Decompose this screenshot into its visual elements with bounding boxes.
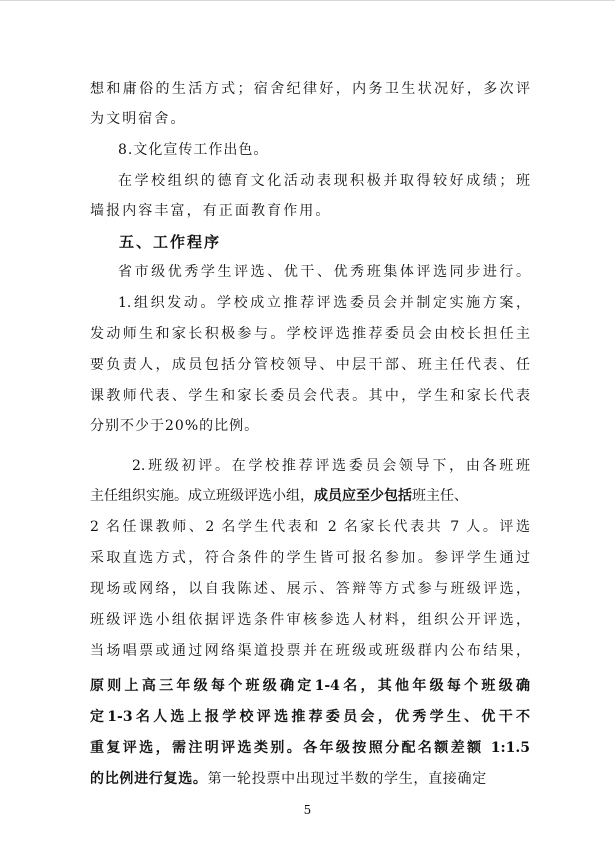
- text-line: 发动师生和家长积极参与。学校评选推荐委员会由校长担任主: [90, 326, 530, 342]
- text-line: [90, 487, 530, 505]
- text-line: 为文明宿舍。: [90, 111, 187, 127]
- text-line: 课教师代表、学生和家长委员会代表。其中，学生和家长代表: [90, 388, 530, 404]
- text-line: 省市级优秀学生评选、优干、优秀班集体评选同步进行。: [118, 264, 530, 280]
- text-line: 班级评选小组依据评选条件审核参选人材料，组织公开评选，: [90, 612, 530, 628]
- text-line: 8.文化宣传工作出色。: [118, 142, 269, 158]
- page-number: 5: [303, 803, 312, 817]
- text-line: 2.班级初评。在学校推荐评选委员会领导下，由各班班: [132, 458, 530, 474]
- section-heading: 五、工作程序: [119, 233, 222, 251]
- bold-text: 的比例进行复选。: [90, 771, 208, 787]
- text-line: 在学校组织的德育文化活动表现积极并取得较好成绩；班: [118, 173, 530, 189]
- text-line: [90, 770, 530, 788]
- text-line: 要负责人，成员包括分管校领导、中层干部、班主任代表、任: [90, 357, 530, 373]
- text-span: 班主任、: [412, 488, 468, 504]
- bold-text-line: 重复评选，需注明评选类别。各年级按照分配名额差额 1:1.5: [90, 740, 530, 756]
- text-line: 墙报内容丰富，有正面教育作用。: [90, 203, 332, 219]
- text-line: 想和庸俗的生活方式；宿舍纪律好，内务卫生状况好，多次评: [90, 81, 530, 97]
- text-line: 分别不少于20%的比例。: [90, 418, 260, 434]
- bold-text-line: 定1-3名人选上报学校评选推荐委员会，优秀学生、优干不: [90, 709, 530, 725]
- bold-text-line: 原则上高三年级每个班级确定1-4名，其他年级每个班级确: [90, 678, 530, 694]
- text-span: 主任组织实施。成立班级评选小组，: [90, 488, 314, 504]
- text-line: 现场或网络，以自我陈述、展示、答辩等方式参与班级评选，: [90, 581, 530, 597]
- bold-text: 成员应至少包括: [314, 488, 412, 504]
- page-edge: [0, 0, 615, 1]
- text-line: 当场唱票或通过网络渠道投票并在班级或班级群内公布结果，: [90, 643, 530, 659]
- text-line: 采取直选方式，符合条件的学生皆可报名参加。参评学生通过: [90, 550, 530, 566]
- text-line: 1.组织发动。学校成立推荐评选委员会并制定实施方案，: [118, 295, 530, 311]
- text-line: 2 名任课教师、2 名学生代表和 2 名家长代表共 7 人。评选: [90, 519, 530, 535]
- text-span: 第一轮投票中出现过半数的学生，直接确定: [207, 771, 487, 787]
